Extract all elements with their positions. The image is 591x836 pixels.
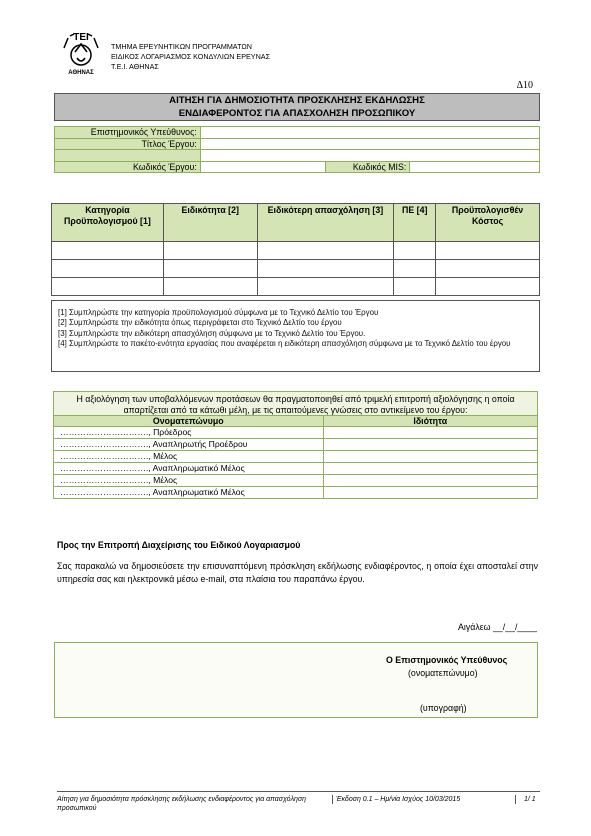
footer-page-number: 1/ 1 bbox=[515, 795, 546, 804]
col-budget-category: Κατηγορία Προϋπολογισμού [1] bbox=[52, 204, 164, 242]
project-title-field[interactable] bbox=[200, 138, 539, 150]
request-paragraph: Σας παρακαλώ να δημοσιεύσετε την επισυναπτόμενη πρόσκληση εκδήλωσης ενδιαφέροντος, η οποία έχει αποσταλεί στην υπηρεσία σας και ηλεκτρονικά μέσω e-mail, στα πλαίσια του παραπάνω έργου. bbox=[57, 561, 538, 584]
budget-cell[interactable] bbox=[257, 242, 394, 260]
project-title-field-2[interactable] bbox=[200, 150, 539, 162]
budget-row bbox=[52, 242, 540, 260]
alternate-member-2[interactable]: …………………………., Αναπληρωματικό Μέλος bbox=[54, 487, 324, 499]
page-footer bbox=[57, 791, 540, 812]
budget-cell[interactable] bbox=[257, 278, 394, 296]
col-specialty: Ειδικότητα [2] bbox=[163, 204, 257, 242]
title-line-1: ΑΙΤΗΣΗ ΓΙΑ ΔΗΜΟΣΙΟΤΗΤΑ ΠΡΟΣΚΛΗΣΗΣ ΕΚΔΗΛΩΣΗΣ bbox=[169, 95, 425, 106]
logo-text-bottom: ΑΘΗΝΑΣ bbox=[68, 70, 94, 76]
member-capacity-cell[interactable] bbox=[323, 475, 538, 487]
alternate-member-1[interactable]: …………………………., Αναπληρωματικό Μέλος bbox=[54, 463, 324, 475]
signature-sign-hint: (υπογραφή) bbox=[420, 703, 467, 713]
tei-logo bbox=[58, 30, 104, 76]
member-capacity-cell[interactable] bbox=[323, 439, 538, 451]
project-code-label: Κωδικός Έργου: bbox=[55, 161, 201, 173]
blank-label bbox=[55, 150, 201, 162]
committee-row bbox=[54, 427, 538, 439]
footnote-1: [1] Συμπληρώστε την κατηγορία προϋπολογισμού σύμφωνα με το Τεχνικό Δελτίο του Έργου bbox=[58, 308, 379, 317]
budget-cell[interactable] bbox=[163, 242, 257, 260]
budget-row bbox=[52, 278, 540, 296]
member-capacity-cell[interactable] bbox=[323, 487, 538, 499]
footer-version: Έκδοση 0.1 – Ημ/νία Ισχύος 10/03/2015 bbox=[332, 795, 511, 804]
budget-table bbox=[51, 203, 540, 296]
project-code-field[interactable] bbox=[200, 161, 326, 173]
member-capacity-cell[interactable] bbox=[323, 427, 538, 439]
title-line-2: ΕΝΔΙΑΦΕΡΟΝΤΟΣ ΓΙΑ ΑΠΑΣΧΟΛΗΣΗ ΠΡΟΣΩΠΙΚΟΥ bbox=[178, 107, 416, 119]
member-2[interactable]: …………………………., Μέλος bbox=[54, 475, 324, 487]
budget-cell[interactable] bbox=[163, 278, 257, 296]
footnote-3: [3] Συμπληρώστε την ειδικότερη απασχόληση σύμφωνα με το Τεχνικό Δελτίο του Έργου. bbox=[58, 328, 366, 338]
col-full-name: Ονοματεπώνυμο bbox=[54, 416, 324, 427]
org-line-2: ΕΙΔΙΚΟΣ ΛΟΓΑΡΙΑΣΜΟΣ ΚΟΝΔΥΛΙΩΝ ΕΡΕΥΝΑΣ bbox=[111, 51, 271, 61]
supervisor-field[interactable] bbox=[200, 127, 539, 139]
budget-cell[interactable] bbox=[163, 260, 257, 278]
project-info-table bbox=[54, 126, 540, 173]
supervisor-label: Επιστημονικός Υπεύθυνος: bbox=[55, 127, 201, 139]
member-capacity-cell[interactable] bbox=[323, 463, 538, 475]
col-specific-employment: Ειδικότερη απασχόληση [3] bbox=[257, 204, 394, 242]
document-code: Δ10 bbox=[516, 80, 533, 91]
signature-name-hint: (ονοματεπώνυμο) bbox=[408, 668, 478, 678]
org-line-1: ΤΜΗΜΑ ΕΡΕΥΝΗΤΙΚΩΝ ΠΡΟΓΡΑΜΜΑΤΩΝ bbox=[111, 42, 252, 51]
budget-cell[interactable] bbox=[394, 260, 436, 278]
budget-cell[interactable] bbox=[257, 260, 394, 278]
mis-code-field[interactable] bbox=[410, 161, 540, 173]
committee-row bbox=[54, 487, 538, 499]
budget-cell[interactable] bbox=[394, 242, 436, 260]
budget-cell[interactable] bbox=[52, 260, 164, 278]
member-vice-president[interactable]: …………………………., Αναπληρωτής Προέδρου bbox=[54, 439, 324, 451]
col-work-package: ΠΕ [4] bbox=[394, 204, 436, 242]
budget-cell[interactable] bbox=[436, 242, 540, 260]
recipient-heading: Προς την Επιτροπή Διαχείρισης του Ειδικού Λογαριασμού bbox=[57, 540, 301, 550]
project-title-label: Τίτλος Έργου: bbox=[55, 138, 201, 150]
budget-cell[interactable] bbox=[52, 278, 164, 296]
footnotes-box bbox=[51, 300, 540, 372]
committee-row bbox=[54, 451, 538, 463]
budget-cell[interactable] bbox=[394, 278, 436, 296]
form-title bbox=[54, 93, 540, 121]
organization-header bbox=[111, 42, 270, 71]
budget-cell[interactable] bbox=[436, 278, 540, 296]
date-line[interactable]: Αιγάλεω __/__/____ bbox=[458, 622, 537, 632]
committee-row bbox=[54, 439, 538, 451]
footnote-2: [2] Συμπληρώστε την ειδικότητα όπως περιγράφεται στο Τεχνικό Δελτίο του έργου bbox=[58, 318, 342, 328]
budget-row bbox=[52, 260, 540, 278]
logo-text-top: ΤΕΙ bbox=[73, 32, 89, 43]
budget-cell[interactable] bbox=[52, 242, 164, 260]
member-capacity-cell[interactable] bbox=[323, 451, 538, 463]
budget-cell[interactable] bbox=[436, 260, 540, 278]
member-1[interactable]: …………………………., Μέλος bbox=[54, 451, 324, 463]
col-budgeted-cost: Προϋπολογισθέν Κόστος bbox=[436, 204, 540, 242]
signature-title: Ο Επιστημονικός Υπεύθυνος bbox=[386, 655, 508, 665]
mis-code-label: Κωδικός MIS: bbox=[326, 161, 410, 173]
committee-row bbox=[54, 463, 538, 475]
footnote-4: [4] Συμπληρώστε το πακέτο-ενότητα εργασίας που αναφέρεται η ειδικότερη απασχόληση σύμφωνα με το Τεχνικό Δελτίο του έργου bbox=[58, 338, 511, 348]
org-line-3: Τ.Ε.Ι. ΑΘΗΝΑΣ bbox=[111, 61, 159, 71]
col-capacity: Ιδιότητα bbox=[323, 416, 538, 427]
committee-row bbox=[54, 475, 538, 487]
committee-table bbox=[53, 391, 538, 499]
footer-document-title: Αίτηση για δημοσιότητα πρόσκλησης εκδήλωσης ενδιαφέροντος για απασχόληση προσωπικού bbox=[57, 796, 307, 812]
committee-intro: Η αξιολόγηση των υποβαλλόμενων προτάσεων θα πραγματοποιηθεί από τριμελή επιτροπή αξιολόγησης η οποία απαρτίζεται από τα κάτωθι μέλη, με τις απαιτούμενες γνώσεις στο αντικείμενο του έργου: bbox=[54, 392, 538, 416]
member-president[interactable]: …………………………., Πρόεδρος bbox=[54, 427, 324, 439]
